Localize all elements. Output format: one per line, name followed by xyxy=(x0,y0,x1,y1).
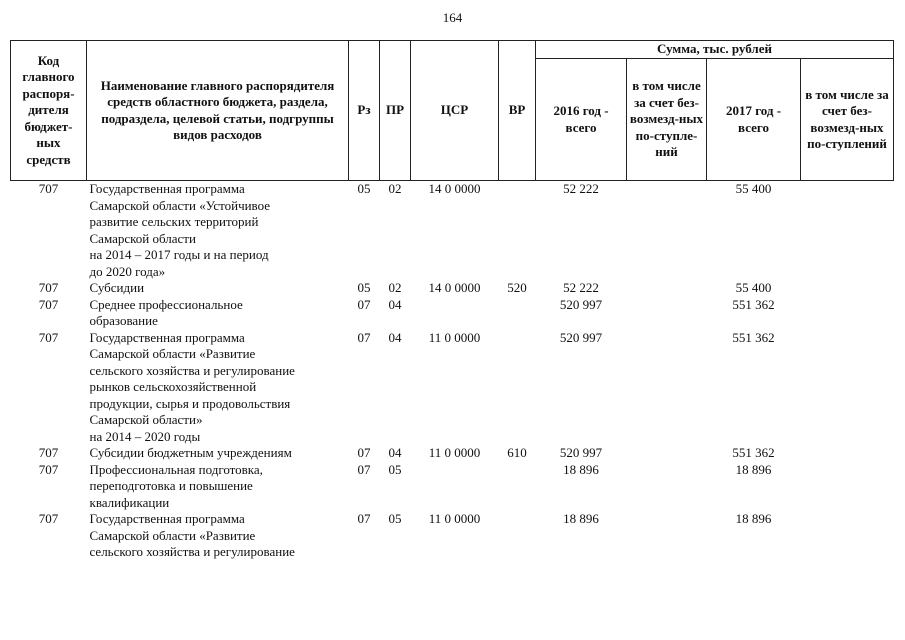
cell-name xyxy=(87,511,349,561)
cell-2017-total: 551 362 xyxy=(732,445,775,460)
name-line: образование xyxy=(89,313,158,328)
cell-2016-total: 18 896 xyxy=(563,511,599,526)
cell-vr xyxy=(499,511,536,561)
table-row xyxy=(11,330,894,446)
name-line: Субсидии бюджетным учреждениям xyxy=(89,445,292,460)
name-line: Профессиональная подготовка, xyxy=(89,461,263,477)
cell-2017-free xyxy=(801,181,894,281)
cell-vr xyxy=(499,462,536,512)
table-row xyxy=(11,462,894,512)
cell-csr: 11 0 0000 xyxy=(428,329,481,345)
cell-2017-free xyxy=(801,297,894,330)
table-row xyxy=(11,445,894,462)
cell-rz: 07 xyxy=(357,461,371,477)
cell-2017-total: 55 400 xyxy=(735,280,772,295)
name-line: рынков сельскохозяйственной xyxy=(89,379,257,394)
name-line: до 2020 года» xyxy=(89,263,166,279)
table-body xyxy=(11,181,894,561)
cell-rz: 05 xyxy=(357,280,371,295)
cell-2017-total: 18 896 xyxy=(735,461,772,477)
cell-2016-free xyxy=(627,280,707,297)
name-line: переподготовка и повышение xyxy=(89,478,253,493)
cell-2017-total: 18 896 xyxy=(735,511,772,526)
cell-vr: 520 xyxy=(507,280,527,295)
table-header xyxy=(11,41,894,181)
page-number: 164 xyxy=(442,10,463,25)
cell-vr xyxy=(499,330,536,446)
cell-rz: 05 xyxy=(357,181,371,196)
cell-vr: 610 xyxy=(507,445,527,460)
name-line: Самарской области «Устойчивое xyxy=(89,197,271,213)
name-line: на 2014 – 2020 годы xyxy=(89,428,201,444)
cell-code: 707 xyxy=(38,329,59,345)
name-line: сельского хозяйства и регулирование xyxy=(89,544,295,559)
name-line: Субсидии xyxy=(89,280,145,295)
name-line: продукции, сырья и продовольствия xyxy=(89,395,291,411)
name-line: Самарской области «Развитие xyxy=(89,346,256,361)
cell-pr: 02 xyxy=(388,181,402,196)
header-2017-free: в том числе за счет без-возмезд-ных по-ступлений xyxy=(801,59,894,181)
header-2016-free: в том числе за счет без-возмезд-ных по-ступле-ний xyxy=(627,59,707,181)
header-2016-total: 2016 год - всего xyxy=(536,59,627,181)
cell-code: 707 xyxy=(38,280,59,295)
budget-table xyxy=(10,40,894,561)
cell-pr: 04 xyxy=(388,296,402,312)
cell-rz: 07 xyxy=(357,511,371,526)
cell-csr: 14 0 0000 xyxy=(428,280,481,295)
name-line: Самарской области xyxy=(89,230,196,246)
cell-2017-free xyxy=(801,280,894,297)
cell-name xyxy=(87,297,349,330)
name-line: Самарской области» xyxy=(89,412,203,427)
cell-2016-free xyxy=(627,462,707,512)
name-line: Государственная программа xyxy=(89,329,245,345)
cell-csr: 14 0 0000 xyxy=(428,181,481,196)
cell-vr xyxy=(499,181,536,281)
cell-csr: 11 0 0000 xyxy=(428,511,481,526)
cell-2017-total: 55 400 xyxy=(735,181,772,196)
cell-2016-total: 52 222 xyxy=(563,181,599,196)
cell-name xyxy=(87,330,349,446)
cell-2016-total: 520 997 xyxy=(559,296,603,312)
header-rz: Рз xyxy=(349,41,380,181)
cell-pr: 04 xyxy=(388,445,402,460)
cell-csr xyxy=(411,462,499,512)
name-line: сельского хозяйства и регулирование xyxy=(89,362,295,378)
name-line: на 2014 – 2017 годы и на период xyxy=(89,247,269,262)
name-line: квалификации xyxy=(89,494,170,510)
cell-rz: 07 xyxy=(357,329,371,345)
cell-2016-total: 520 997 xyxy=(559,445,603,460)
name-line: Государственная программа xyxy=(89,181,245,196)
cell-name xyxy=(87,445,349,462)
cell-code: 707 xyxy=(38,296,59,312)
cell-2016-total: 52 222 xyxy=(563,280,599,295)
header-code: Код главного распоря-дителя бюджет-ных средств xyxy=(11,41,87,181)
name-line: Самарской области «Развитие xyxy=(89,527,256,543)
header-csr: ЦСР xyxy=(411,41,499,181)
header-vr: ВР xyxy=(499,41,536,181)
cell-2017-free xyxy=(801,330,894,446)
cell-2016-free xyxy=(627,445,707,462)
table-row xyxy=(11,511,894,561)
cell-2017-free xyxy=(801,445,894,462)
cell-2017-total: 551 362 xyxy=(732,329,775,345)
cell-code: 707 xyxy=(38,181,59,196)
cell-2016-total: 520 997 xyxy=(559,329,603,345)
cell-pr: 04 xyxy=(388,329,402,345)
cell-code: 707 xyxy=(38,445,59,460)
cell-csr xyxy=(411,297,499,330)
header-2017-total: 2017 год - всего xyxy=(707,59,801,181)
cell-rz: 07 xyxy=(357,296,371,312)
cell-csr: 11 0 0000 xyxy=(428,445,481,460)
header-sum: Сумма, тыс. рублей xyxy=(536,41,894,59)
name-line: Государственная программа xyxy=(89,511,245,526)
table-row xyxy=(11,297,894,330)
header-name: Наименование главного распорядителя средств областного бюджета, раздела, подраздела, целевой статьи, подгруппы видов расходов xyxy=(87,41,349,181)
name-line: развитие сельских территорий xyxy=(89,214,259,229)
cell-rz: 07 xyxy=(357,445,371,460)
cell-pr: 05 xyxy=(388,511,402,526)
cell-2016-free xyxy=(627,297,707,330)
header-pr: ПР xyxy=(380,41,411,181)
cell-pr: 02 xyxy=(388,280,402,295)
cell-2016-free xyxy=(627,511,707,561)
cell-2016-total: 18 896 xyxy=(563,461,599,477)
cell-name xyxy=(87,181,349,281)
cell-code: 707 xyxy=(38,461,59,477)
table-row xyxy=(11,181,894,281)
name-line: Среднее профессиональное xyxy=(89,296,243,312)
cell-pr: 05 xyxy=(388,461,402,477)
table-row xyxy=(11,280,894,297)
cell-vr xyxy=(499,297,536,330)
cell-name xyxy=(87,280,349,297)
cell-2016-free xyxy=(627,181,707,281)
cell-name xyxy=(87,462,349,512)
cell-2017-free xyxy=(801,511,894,561)
cell-2017-total: 551 362 xyxy=(732,296,775,312)
cell-2017-free xyxy=(801,462,894,512)
cell-2016-free xyxy=(627,330,707,446)
cell-code: 707 xyxy=(38,511,59,526)
